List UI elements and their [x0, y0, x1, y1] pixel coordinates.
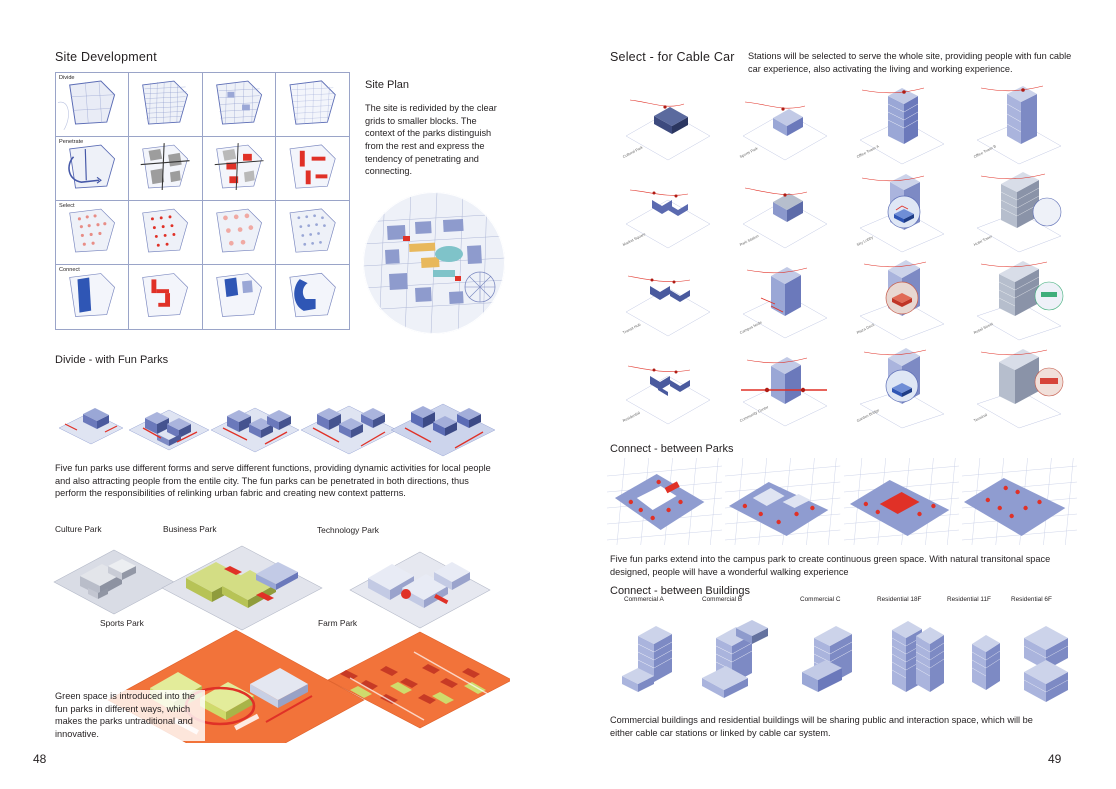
divide-section-title: Divide - with Fun Parks [55, 354, 169, 366]
park-label-sports: Sports Park [100, 618, 144, 628]
matrix-cell [129, 201, 202, 265]
cable-cell [961, 254, 1077, 341]
matrix-row-label-penetrate: Penetrate [59, 139, 84, 145]
divide-axonometric-strip [55, 372, 505, 457]
connect-buildings-row [610, 596, 1076, 710]
matrix-cell [276, 73, 349, 137]
diagram-select-4 [276, 201, 349, 264]
cable-cell-label: Garden Bridge [856, 408, 881, 423]
cable-cell-label: Market Square [622, 232, 647, 247]
matrix-cell [56, 201, 129, 265]
diagram-select-1 [56, 201, 128, 264]
diagram-divide-4 [276, 73, 349, 136]
building-label-commercial-c: Commercial C [800, 596, 841, 603]
matrix-cell [129, 265, 202, 329]
cable-cell [961, 166, 1077, 253]
matrix-cell [203, 201, 276, 265]
cable-cell [727, 254, 843, 341]
cable-cell-label: Hotel Tower [973, 234, 993, 247]
cable-cell [844, 78, 960, 165]
cable-cell-label: Campus Node [739, 320, 763, 335]
page-title-site-development: Site Development [55, 50, 157, 64]
matrix-cell [203, 265, 276, 329]
cable-cell [727, 166, 843, 253]
diagram-penetrate-1 [56, 137, 128, 200]
cable-cell [961, 78, 1077, 165]
cable-cell-label: Office Tower A [856, 144, 880, 159]
matrix-cell [203, 73, 276, 137]
matrix-cell [56, 265, 129, 329]
site-plan-text: The site is redivided by the clear grids to smaller blocks. The context of the parks distinguish from the rest and express the tendency of penetrating and connecting. [365, 103, 497, 177]
diagram-divide-3 [203, 73, 275, 136]
connect-buildings-description: Commercial buildings and residential buildings will be sharing public and interaction space, which will be either cable car stations or linked by cable car system. [610, 715, 1033, 738]
cable-cell [610, 254, 726, 341]
park-label-farm: Farm Park [318, 618, 358, 628]
cable-cell [727, 342, 843, 429]
page-number-right: 49 [1048, 752, 1062, 766]
cable-cell [610, 166, 726, 253]
cable-cell [844, 254, 960, 341]
diagram-penetrate-2 [129, 137, 201, 200]
cable-cell-label: Cultural Park [622, 145, 644, 159]
matrix-cell [276, 137, 349, 201]
cable-cell [610, 342, 726, 429]
diagram-connect-3 [203, 265, 275, 329]
park-label-technology: Technology Park [317, 525, 379, 535]
diagram-connect-4 [276, 265, 349, 329]
park-label-culture: Culture Park [55, 524, 102, 534]
cable-car-station-grid [610, 78, 1076, 428]
matrix-cell [203, 137, 276, 201]
cable-cell-label: Transit Hub [622, 322, 642, 335]
diagram-select-2 [129, 201, 201, 264]
building-label-residential-18f: Residential 18F [877, 596, 922, 603]
park-label-business: Business Park [163, 524, 217, 534]
matrix-cell [129, 73, 202, 137]
divide-description: Five fun parks use different forms and serve different functions, providing dynamic activities for local people and also attracting people from the entile city. The fun parks can be penetrated in both directions, thus perform the responsibilities of relinking urban fabric and creating new context patterns. [55, 463, 491, 499]
building-label-commercial-b: Commercial B [702, 596, 743, 603]
cable-cell [961, 342, 1077, 429]
matrix-cell [276, 265, 349, 329]
cable-cell-label: Park Station [739, 234, 760, 247]
connect-buildings-title: Connect - between Buildings [610, 585, 751, 597]
matrix-row-label-divide: Divide [59, 75, 75, 81]
select-section-title: Select - for Cable Car [610, 50, 735, 64]
matrix-cell [276, 201, 349, 265]
green-space-caption: Green space is introduced into the fun parks in different ways, which makes the parks untraditional and innovative. [55, 690, 205, 741]
site-plan-title: Site Plan [365, 79, 410, 91]
cable-cell [610, 78, 726, 165]
diagram-connect-2 [129, 265, 201, 329]
matrix-cell [56, 137, 129, 201]
connect-parks-strip [607, 458, 1077, 545]
site-development-matrix [55, 72, 350, 330]
cable-cell-label: Retail Street [973, 321, 994, 335]
matrix-row-label-select: Select [59, 203, 75, 209]
connect-parks-panel [725, 458, 840, 545]
diagram-penetrate-4 [276, 137, 349, 200]
select-description: Stations will be selected to serve the whole site, providing people with fun cable car experience, also activating the living and working experience. [748, 51, 1072, 74]
cable-cell-label: Terminal [973, 412, 988, 423]
diagram-divide-1 [56, 73, 128, 136]
cable-cell-label: Sky Lobby [856, 235, 874, 247]
site-plan-circle-image [363, 192, 505, 334]
cable-cell [844, 166, 960, 253]
connect-parks-panel [844, 458, 959, 545]
diagram-divide-2 [129, 73, 201, 136]
connect-parks-panel [607, 458, 722, 545]
cable-cell-label: Residential [622, 410, 641, 423]
connect-parks-panel [962, 458, 1077, 545]
building-label-commercial-a: Commercial A [624, 596, 664, 603]
diagram-penetrate-3 [203, 137, 275, 200]
cable-cell-label: Sports Park [739, 146, 759, 159]
cable-cell [727, 78, 843, 165]
building-label-residential-11f: Residential 11F [947, 596, 991, 603]
matrix-cell [129, 137, 202, 201]
page-number-left: 48 [33, 752, 47, 766]
cable-cell-label: Plaza Deck [856, 322, 876, 335]
connect-parks-title: Connect - between Parks [610, 443, 734, 455]
cable-cell [844, 342, 960, 429]
connect-parks-description: Five fun parks extend into the campus park to create continuous green space. With natural transitonal space designed, people will have a wonderful walking experience [610, 554, 1051, 577]
matrix-cell [56, 73, 129, 137]
diagram-connect-1 [56, 265, 128, 329]
cable-cell-label: Office Tower B [973, 144, 997, 159]
diagram-select-3 [203, 201, 275, 264]
building-label-residential-6f: Residential 6F [1011, 596, 1052, 603]
cable-cell-label: Community Center [739, 405, 770, 423]
matrix-row-label-connect: Connect [59, 267, 80, 273]
